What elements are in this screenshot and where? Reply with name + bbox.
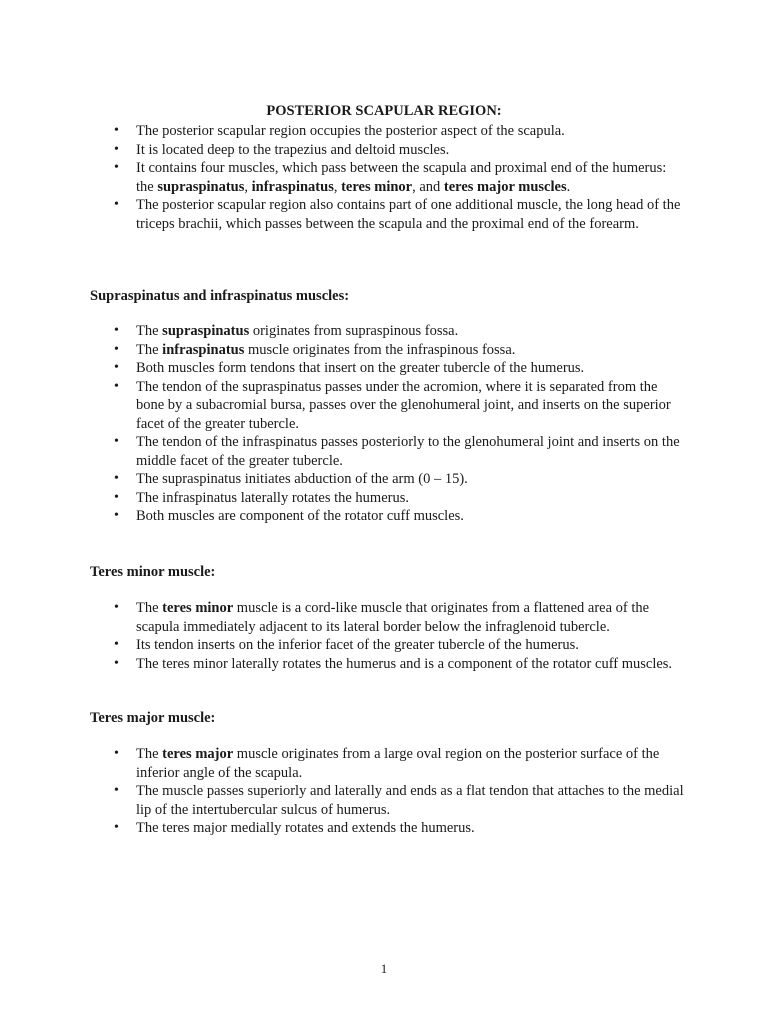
bold-term: infraspinatus <box>162 341 245 358</box>
bold-term: infraspinatus <box>251 178 334 195</box>
text-run: The posterior scapular region occupies the posterior aspect of the scapula. <box>136 123 565 139</box>
bullet-marker: • <box>114 508 119 523</box>
bullet-marker: • <box>114 378 119 394</box>
text-run: The teres major medially rotates and extends the humerus. <box>136 820 475 836</box>
bullet-marker: • <box>114 489 119 505</box>
text-run: , and <box>412 178 444 195</box>
bullet-marker: • <box>114 820 119 835</box>
list-item <box>0 507 768 526</box>
list-item <box>0 433 768 470</box>
intro-list <box>0 122 768 233</box>
teres-major-list <box>0 745 768 838</box>
bold-term: supraspinatus <box>162 323 250 339</box>
list-item <box>0 196 768 233</box>
bullet-marker: • <box>114 434 119 449</box>
text-run: The infraspinatus laterally rotates the humerus. <box>136 489 409 506</box>
bold-term: teres minor <box>162 600 234 616</box>
bullet-marker: • <box>114 323 119 338</box>
bullet-marker: • <box>114 341 119 357</box>
list-item <box>0 489 768 508</box>
section-heading-teres-minor: Teres minor muscle: <box>90 564 216 580</box>
text-run: . <box>566 178 571 195</box>
text-run: The <box>136 323 163 339</box>
list-item <box>0 359 768 378</box>
text-run: muscle originates from a large oval region on the posterior surface of the inferior angle of the scapula. <box>136 746 660 781</box>
list-item <box>0 745 768 782</box>
bold-term: supraspinatus <box>157 178 245 195</box>
bold-term: teres major muscles <box>443 178 567 195</box>
bullet-marker: • <box>114 123 119 138</box>
text-run: muscle originates from the infraspinous fossa. <box>244 341 516 358</box>
text-run: The <box>136 600 163 616</box>
text-run: , <box>244 178 252 195</box>
list-item <box>0 141 768 160</box>
bullet-marker: • <box>114 471 119 486</box>
text-run: The muscle passes superiorly and laterally and ends as a flat tendon that attaches to the medial lip of the intertubercular sulcus of humerus. <box>136 783 684 818</box>
list-item <box>0 819 768 838</box>
text-run: The posterior scapular region also contains part of one additional muscle, the long head of the triceps brachii, which passes between the scapula and the proximal end of the forearm. <box>136 197 681 232</box>
text-run: It is located deep to the trapezius and deltoid muscles. <box>136 141 450 158</box>
text-run: , <box>333 178 342 195</box>
section-heading-supraspinatus-infraspinatus: Supraspinatus and infraspinatus muscles: <box>90 288 350 304</box>
text-run: The supraspinatus initiates abduction of the arm (0 – 15). <box>136 471 468 487</box>
bullet-marker: • <box>114 160 119 175</box>
list-item <box>0 636 768 655</box>
teres-minor-list <box>0 599 768 673</box>
bullet-marker: • <box>114 655 119 671</box>
text-run: The <box>136 341 163 358</box>
bold-term: teres major <box>162 746 234 762</box>
document-title: POSTERIOR SCAPULAR REGION: <box>266 103 502 119</box>
list-item <box>0 159 768 196</box>
bullet-marker: • <box>114 141 119 157</box>
list-item <box>0 122 768 141</box>
text-run: The tendon of the supraspinatus passes under the acromion, where it is separated from the bone by a subacromial bursa, passes over the glenohumeral joint, and inserts on the superior facet of the greater tubercle. <box>136 378 671 432</box>
list-item <box>0 341 768 360</box>
text-run: The <box>136 746 163 762</box>
list-item <box>0 655 768 674</box>
list-item <box>0 322 768 341</box>
bullet-marker: • <box>114 197 119 212</box>
bullet-marker: • <box>114 746 119 761</box>
page-number: 1 <box>380 961 388 976</box>
bullet-marker: • <box>114 783 119 798</box>
text-run: It contains four muscles, which pass between the scapula and proximal end of the humerus: the <box>136 160 667 195</box>
bullet-marker: • <box>114 637 119 652</box>
text-run: muscle is a cord-like muscle that originates from a flattened area of the scapula immediately adjacent to its lateral border below the infraglenoid tubercle. <box>136 600 650 635</box>
bold-term: teres minor <box>341 178 413 195</box>
bullet-marker: • <box>114 600 119 615</box>
text-run: The tendon of the infraspinatus passes posteriorly to the glenohumeral joint and inserts on the middle facet of the greater tubercle. <box>136 434 680 469</box>
list-item <box>0 599 768 636</box>
text-run: originates from supraspinous fossa. <box>249 323 459 339</box>
supraspinatus-infraspinatus-list <box>0 322 768 526</box>
text-run: Its tendon inserts on the inferior facet of the greater tubercle of the humerus. <box>136 637 579 653</box>
text-run: Both muscles form tendons that insert on the greater tubercle of the humerus. <box>136 360 585 376</box>
text-run: The teres minor laterally rotates the humerus and is a component of the rotator cuff muscles. <box>136 655 673 672</box>
section-heading-teres-major: Teres major muscle: <box>90 710 216 726</box>
list-item <box>0 470 768 489</box>
list-item <box>0 782 768 819</box>
list-item <box>0 378 768 434</box>
bullet-marker: • <box>114 360 119 375</box>
text-run: Both muscles are component of the rotator cuff muscles. <box>136 508 464 524</box>
